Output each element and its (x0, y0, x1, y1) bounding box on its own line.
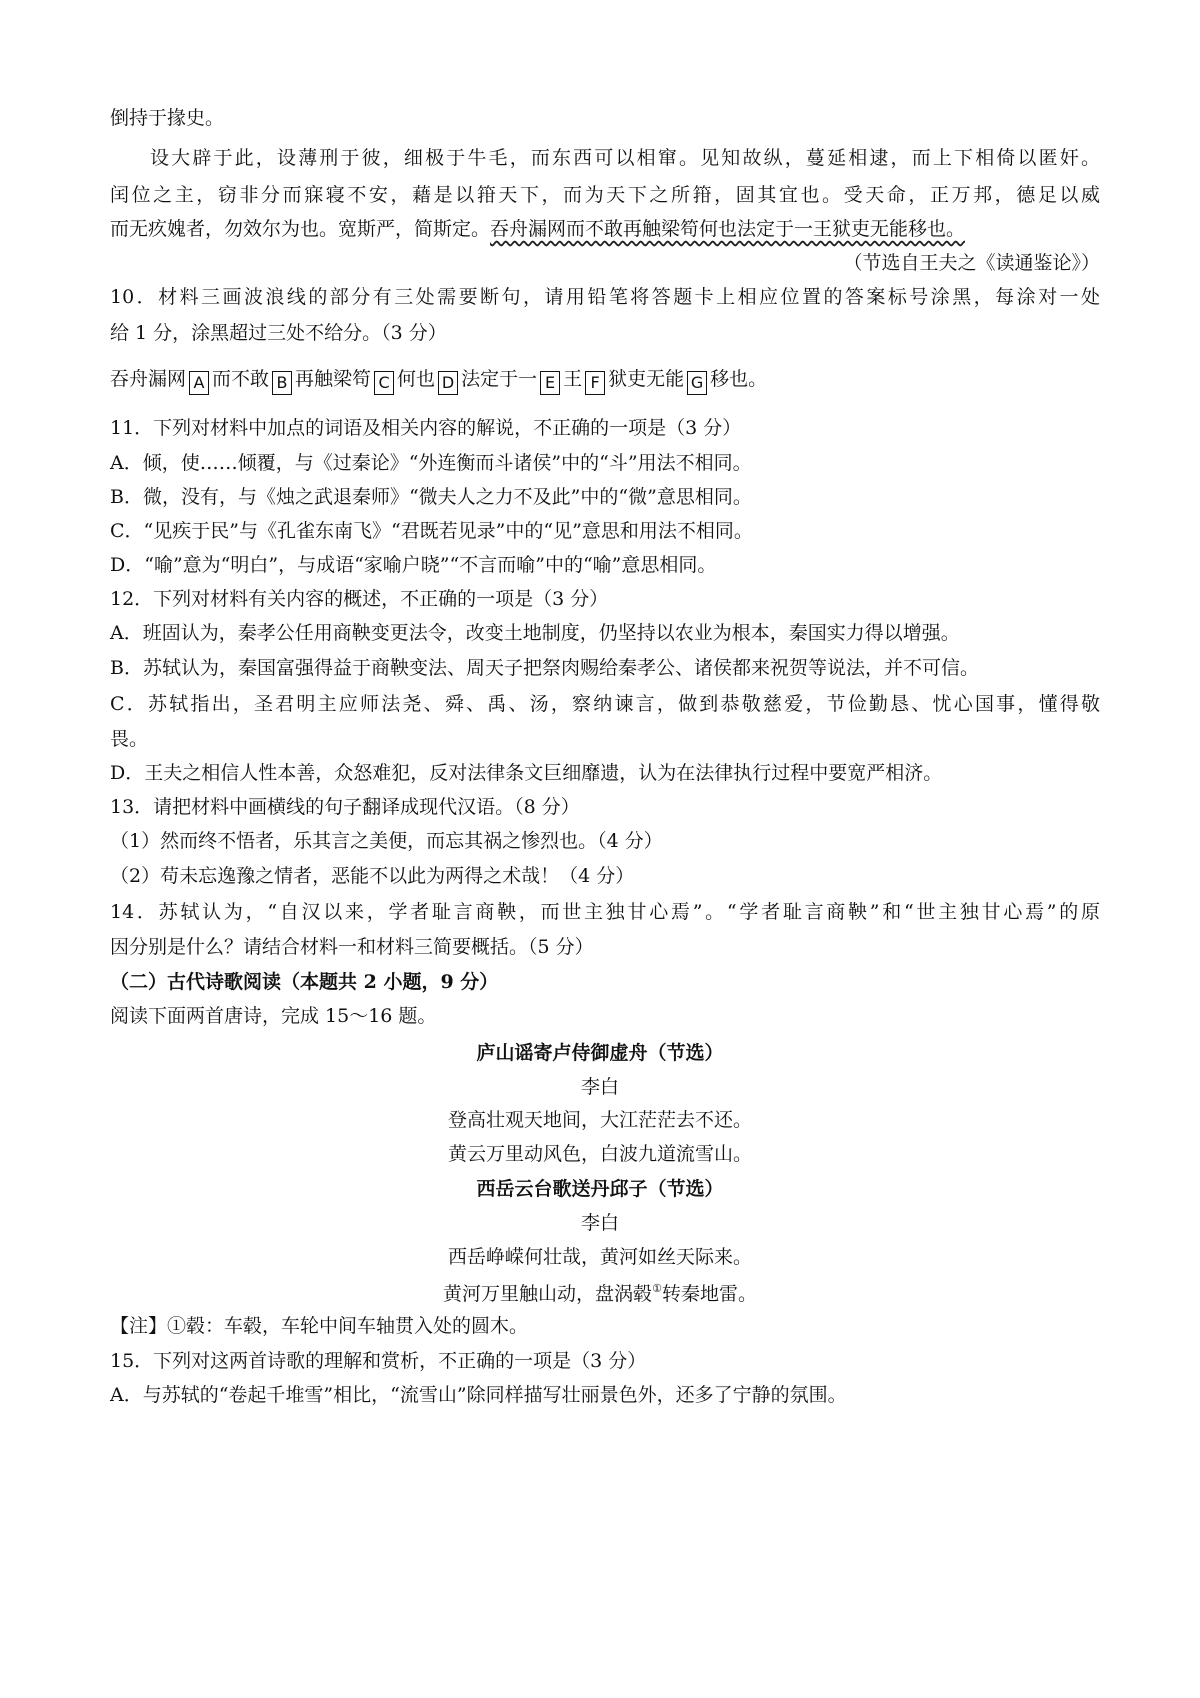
poem-1-title: 庐山谣寄卢侍御虚舟（节选） (476, 1042, 724, 1064)
segment: 而不敢 (212, 368, 270, 390)
poem-1-author: 李白 (580, 1076, 619, 1098)
question-12-option-c-cont: 畏。 (110, 728, 149, 750)
question-12-option-c: C．苏轼指出，圣君明主应师法尧、舜、禹、汤，察纳谏言，做到恭敬慈爱，节俭勤恳、忧心国事，懂得敬 (110, 693, 1100, 715)
material-line (110, 220, 965, 239)
segment: 吞舟漏网 (110, 368, 187, 390)
question-11-option-c: C．“见疾于民”与《孔雀东南飞》“君既若见录”中的“见”意思和用法不相同。 (110, 520, 753, 542)
answer-box-f[interactable]: F (585, 371, 605, 395)
poem-1-line: 登高壮观天地间，大江茫茫去不还。 (447, 1109, 752, 1131)
question-12-stem: 12．下列对材料有关内容的概述，不正确的一项是（3 分） (110, 588, 609, 610)
wavy-underlined-sentence: 吞舟漏网而不敢再触梁笱何也法定于一王狱吏无能移也。 (490, 218, 966, 240)
question-15-option-a: A．与苏轼的“卷起千堆雪”相比，“流雪山”除同样描写壮丽景色外，还多了宁静的氛围。 (110, 1384, 847, 1406)
material-line: 设大辟于此，设薄刑于彼，细极于牛毛，而东西可以相窜。见知故纵，蔓延相逮，而上下相倚以匿奸。 (150, 147, 1100, 169)
answer-box-e[interactable]: E (540, 371, 560, 395)
question-15-stem: 15．下列对这两首诗歌的理解和赏析，不正确的一项是（3 分） (110, 1350, 647, 1372)
question-10-stem: 10．材料三画波浪线的部分有三处需要断句，请用铅笔将答题卡上相应位置的答案标号涂黑，每涂对一处 (110, 286, 1100, 308)
answer-box-b[interactable]: B (272, 371, 292, 395)
question-12-option-a: A．班固认为，秦孝公任用商鞅变更法令，改变土地制度，仍坚持以农业为根本，秦国实力得以增强。 (110, 622, 960, 644)
poem-2-title: 西岳云台歌送丹邱子（节选） (476, 1178, 724, 1200)
material-text: 而无疚媿者，勿效尔为也。宽斯严，简斯定。 (110, 218, 491, 240)
answer-box-a[interactable]: A (189, 371, 209, 395)
question-11-option-b: B．微，没有，与《烛之武退秦师》“微夫人之力不及此”中的“微”意思相同。 (110, 486, 752, 508)
poem-2-author: 李白 (580, 1212, 619, 1234)
poem-text: 转秦地雷。 (661, 1283, 757, 1305)
segment: 法定于一 (461, 368, 538, 390)
question-10-sentence (110, 370, 767, 395)
segment: 再触梁笱 (295, 368, 372, 390)
segment: 王 (563, 368, 583, 390)
answer-box-g[interactable]: G (687, 371, 707, 395)
question-13-stem: 13．请把材料中画横线的句子翻译成现代汉语。（8 分） (110, 796, 580, 818)
answer-box-d[interactable]: D (438, 371, 458, 395)
material-line: 闰位之主，窃非分而寐寝不安，藉是以箝天下，而为天下之所箝，固其宜也。受天命，正万邦，德足以威 (110, 184, 1100, 206)
question-13-sentence-2: （2）苟未忘逸豫之情者，恶能不以此为两得之术哉！（4 分） (110, 865, 635, 887)
source-citation: （节选自王夫之《读通鉴论》） (843, 252, 1100, 274)
poem-1-line: 黄云万里动风色，白波九道流雪山。 (447, 1143, 752, 1165)
question-12-option-d: D．王夫之相信人性本善，众怒难犯，反对法律条文巨细靡遗，认为在法律执行过程中要宽严相济。 (110, 762, 943, 784)
question-14-stem: 因分别是什么？请结合材料一和材料三简要概括。（5 分） (110, 936, 594, 958)
poem-text: 黄河万里触山动，盘涡毂 (443, 1283, 653, 1305)
section-heading: （二）古代诗歌阅读（本题共 2 小题，9 分） (110, 971, 499, 993)
segment: 狱吏无能 (608, 368, 685, 390)
question-13-sentence-1: （1）然而终不悟者，乐其言之美便，而忘其祸之惨烈也。（4 分） (110, 830, 663, 852)
poem-2-line: 西岳峥嵘何壮哉，黄河如丝天际来。 (447, 1246, 752, 1268)
segment: 移也。 (710, 368, 768, 390)
question-10-stem: 给 1 分，涂黑超过三处不给分。（3 分） (110, 322, 447, 344)
question-12-option-b: B．苏轼认为，秦国富强得益于商鞅变法、周天子把祭肉赐给秦孝公、诸侯都来祝贺等说法，并不可信。 (110, 657, 979, 679)
segment: 何也 (397, 368, 436, 390)
question-14-stem: 14．苏轼认为，“自汉以来，学者耻言商鞅，而世主独甘心焉”。“学者耻言商鞅”和“世主独甘心焉”的原 (110, 901, 1100, 923)
question-11-option-a: A．倾，使……倾覆，与《过秦论》“外连衡而斗诸侯”中的“斗”用法不相同。 (110, 452, 752, 474)
section-instruction: 阅读下面两首唐诗，完成 15～16 题。 (110, 1005, 437, 1027)
question-11-stem: 11．下列对材料中加点的词语及相关内容的解说，不正确的一项是（3 分） (110, 417, 742, 439)
poem-2-line (0, 1283, 1200, 1304)
footnote: 【注】①毂：车毂，车轮中间车轴贯入处的圆木。 (110, 1315, 529, 1337)
footnote-marker: ① (652, 1282, 662, 1295)
material-line: 倒持于掾史。 (110, 107, 225, 129)
answer-box-c[interactable]: C (374, 371, 394, 395)
question-11-option-d: D．“喻”意为“明白”，与成语“家喻户晓”“不言而喻”中的“喻”意思相同。 (110, 554, 717, 576)
